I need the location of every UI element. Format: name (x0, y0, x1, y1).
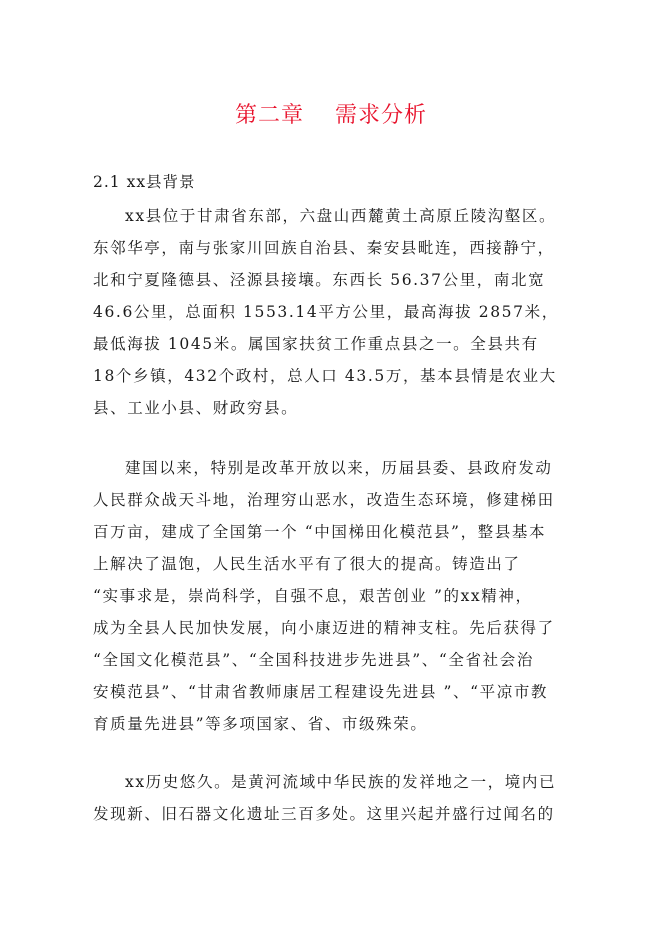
paragraph-line: 18个乡镇，432个政村，总人口 43.5万，基本县情是农业大 (93, 367, 557, 385)
paragraph-line: “实事求是，崇尚科学，自强不息，艰苦创业 ”的xx精神， (93, 587, 533, 605)
paragraph-line: “全国文化模范县”、“全国科技进步先进县”、“全省社会治 (93, 651, 534, 669)
paragraph-line: 最低海拔 1045米。属国家扶贫工作重点县之一。全县共有 (93, 335, 539, 353)
chapter-title: 第二章 需求分析 (235, 103, 427, 128)
paragraph-line: 县、工业小县、财政穷县。 (93, 399, 299, 417)
paragraph-line: xx历史悠久。是黄河流域中华民族的发祥地之一，境内已 (125, 773, 557, 791)
paragraph-line: 上解决了温饱，人民生活水平有了很大的提高。铸造出了 (93, 555, 521, 573)
paragraph-history (93, 766, 593, 830)
paragraph-history-development (93, 452, 593, 740)
paragraph-line: 成为全县人民加快发展，向小康迈进的精神支柱。先后获得了 (93, 619, 555, 637)
paragraph-line: 安模范县”、“甘肃省教师康居工程建设先进县 ”、“平凉市教 (93, 683, 549, 701)
paragraph-line: 人民群众战天斗地，治理穷山恶水，改造生态环境，修建梯田 (93, 491, 555, 509)
paragraph-line: 育质量先进县”等多项国家、省、市级殊荣。 (93, 715, 428, 733)
section-heading: 2.1 xx县背景 (93, 173, 196, 191)
paragraph-line: 46.6公里，总面积 1553.14平方公里，最高海拔 2857米， (93, 303, 559, 321)
paragraph-line: xx县位于甘肃省东部，六盘山西麓黄土高原丘陵沟壑区。 (125, 207, 557, 225)
paragraph-line: 百万亩，建成了全国第一个 “中国梯田化模范县”，整县基本 (93, 523, 547, 541)
paragraph-location (93, 200, 593, 424)
paragraph-line: 建国以来，特别是改革开放以来，历届县委、县政府发动 (125, 459, 553, 477)
paragraph-line: 东邻华亭，南与张家川回族自治县、秦安县毗连，西接静宁， (93, 239, 555, 257)
paragraph-line: 发现新、旧石器文化遗址三百多处。这里兴起并盛行过闻名的 (93, 805, 555, 823)
paragraph-line: 北和宁夏隆德县、泾源县接壤。东西长 56.37公里，南北宽 (93, 271, 546, 289)
